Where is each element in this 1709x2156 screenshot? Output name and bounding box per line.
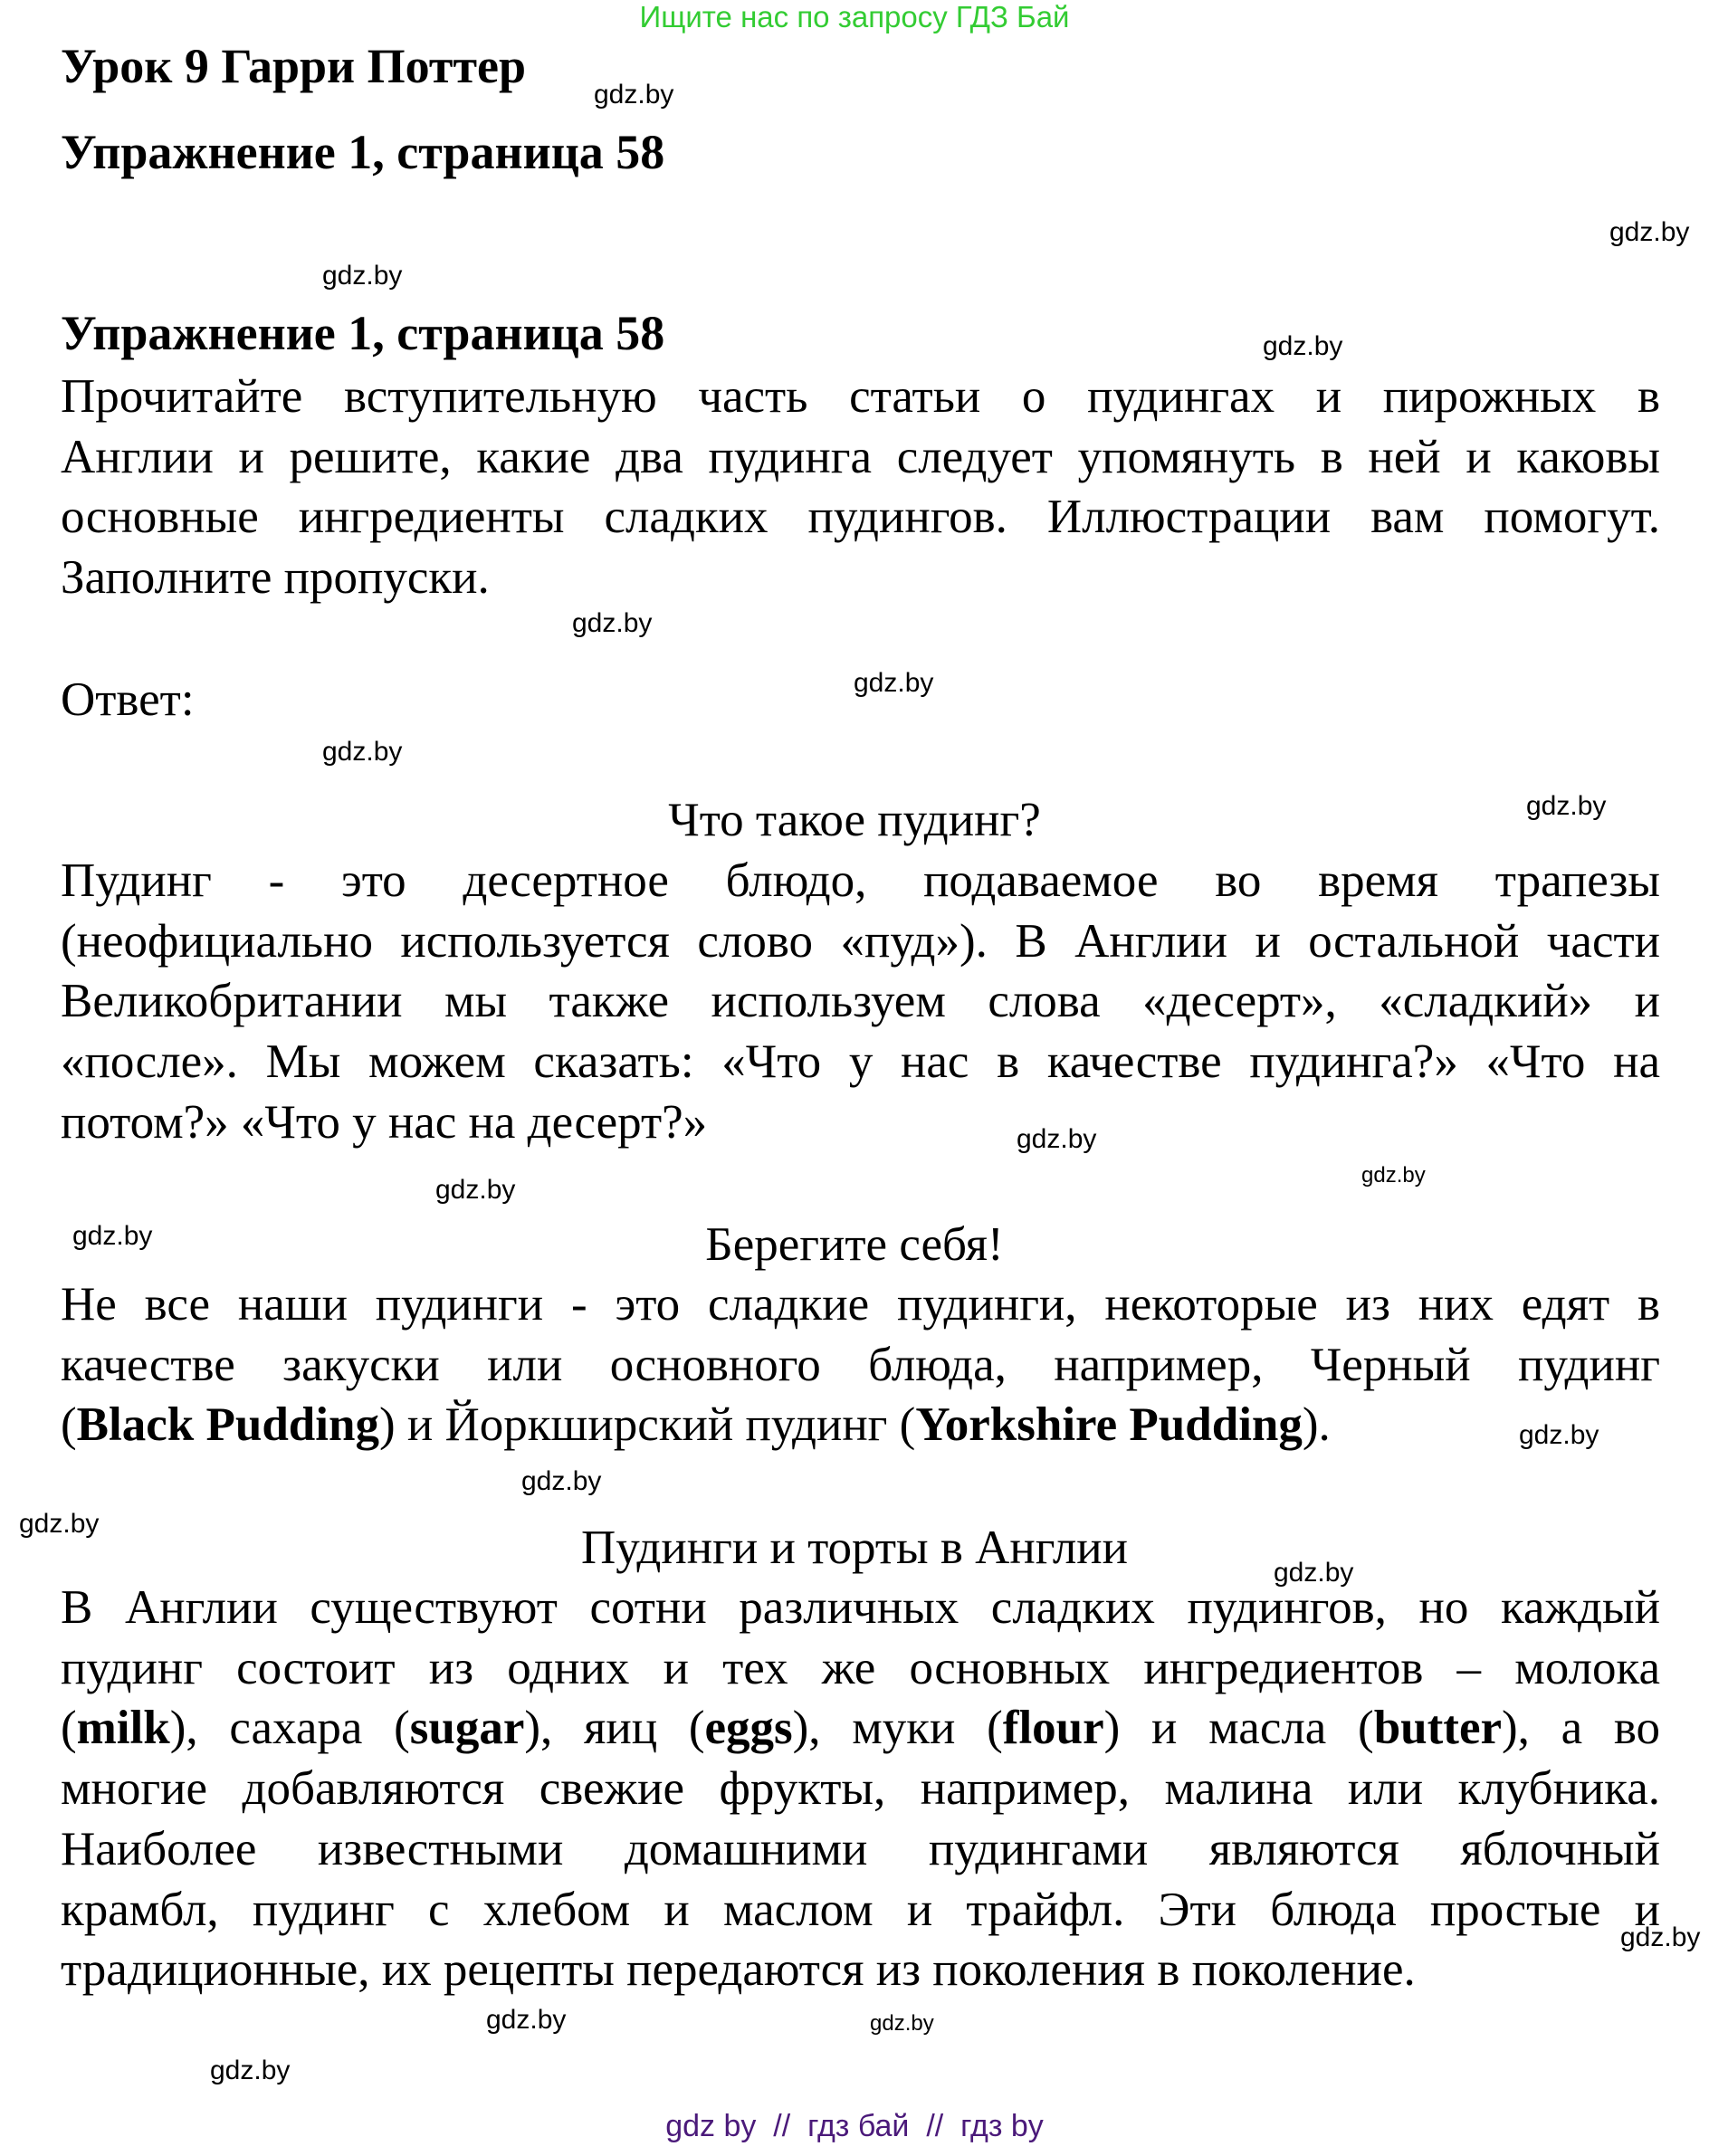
text-line xyxy=(61,1698,1660,1759)
text-segment: ( xyxy=(61,1398,77,1452)
watermark: gdz.by xyxy=(1609,217,1690,247)
watermark: gdz.by xyxy=(594,80,674,110)
answer-label: Ответ: xyxy=(61,673,195,726)
lesson-title: Урок 9 Гарри Поттер xyxy=(61,39,526,93)
text-segment: ( xyxy=(61,1702,77,1755)
watermark: gdz.by xyxy=(1620,1922,1701,1952)
text-line xyxy=(61,1819,1660,1880)
bold-term: milk xyxy=(76,1702,170,1755)
watermark: gdz.by xyxy=(870,2011,934,2036)
text-line xyxy=(61,1274,1660,1335)
text-segment: ) и Йоркширский пудинг ( xyxy=(379,1398,916,1452)
watermark: gdz.by xyxy=(72,1221,153,1251)
exercise-heading: Упражнение 1, страница 58 xyxy=(61,306,665,360)
watermark: gdz.by xyxy=(1519,1420,1599,1450)
text-segment: Заполните пропуски. xyxy=(61,551,490,605)
footer-links: gdz by // гдз бай // гдз by xyxy=(665,2109,1044,2143)
text-segment: ) и масла ( xyxy=(1103,1702,1374,1755)
text-line xyxy=(61,1335,1660,1396)
watermark: gdz.by xyxy=(322,261,403,291)
section-heading: Что такое пудинг? xyxy=(668,794,1041,846)
text-line xyxy=(61,1032,1660,1092)
text-segment: Пудинг - это десертное блюдо, подаваемое во время трапезы xyxy=(61,854,1660,907)
text-line xyxy=(61,487,1660,548)
bold-term: eggs xyxy=(704,1702,793,1755)
text-segment: Наиболее известными домашними пудингами являются яблочный xyxy=(61,1822,1660,1875)
watermark: gdz.by xyxy=(210,2056,291,2085)
watermark: gdz.by xyxy=(1017,1124,1097,1154)
text-segment: «после». Мы можем сказать: «Что у нас в качестве пудинга?» «Что на xyxy=(61,1035,1660,1089)
watermark: gdz.by xyxy=(572,608,653,638)
text-segment: ), сахара ( xyxy=(169,1702,410,1755)
text-line xyxy=(61,367,1660,427)
text-segment: ), а во xyxy=(1502,1702,1661,1755)
text-line xyxy=(61,1940,1660,2000)
text-segment: ), яиц ( xyxy=(524,1702,705,1755)
bold-term: Black Pudding xyxy=(76,1398,379,1452)
section-text xyxy=(61,1274,1660,1455)
search-hint-banner: Ищите нас по запросу ГДЗ Бай xyxy=(639,0,1070,33)
watermark: gdz.by xyxy=(1526,791,1607,821)
bold-term: butter xyxy=(1373,1702,1502,1755)
section-heading: Берегите себя! xyxy=(705,1218,1004,1271)
text-segment: потом?» «Что у нас на десерт?» xyxy=(61,1095,708,1149)
text-segment: пудинг состоит из одних и тех же основных ингредиентов – молока xyxy=(61,1641,1660,1694)
text-line xyxy=(61,1759,1660,1819)
text-line xyxy=(61,971,1660,1032)
text-segment: многие добавляются свежие фрукты, например, малина или клубника. xyxy=(61,1762,1660,1816)
watermark: gdz.by xyxy=(1274,1558,1354,1588)
text-segment: В Англии существуют сотни различных сладких пудингов, но каждый xyxy=(61,1581,1660,1634)
watermark: gdz.by xyxy=(486,2005,567,2035)
text-segment: качестве закуски или основного блюда, например, Черный пудинг xyxy=(61,1338,1660,1391)
text-segment: ), муки ( xyxy=(792,1702,1003,1755)
text-segment: основные ингредиенты сладких пудингов. Иллюстрации вам помогут. xyxy=(61,491,1660,544)
watermark: gdz.by xyxy=(854,668,934,698)
text-segment: Великобритании мы также используем слова «десерт», «сладкий» и xyxy=(61,975,1660,1028)
text-segment: традиционные, их рецепты передаются из поколения в поколение. xyxy=(61,1943,1416,1997)
text-segment: Англии и решите, какие два пудинга следует упомянуть в ней и каковы xyxy=(61,430,1660,483)
watermark: gdz.by xyxy=(521,1466,602,1496)
text-line xyxy=(61,1395,1660,1455)
text-segment: ). xyxy=(1302,1398,1331,1452)
text-line xyxy=(61,1638,1660,1699)
watermark: gdz.by xyxy=(1361,1163,1426,1188)
text-line xyxy=(61,427,1660,488)
bold-term: sugar xyxy=(409,1702,525,1755)
task-text xyxy=(61,367,1660,608)
text-segment: Не все наши пудинги - это сладкие пудинги, некоторые из них едят в xyxy=(61,1278,1660,1331)
text-segment: Прочитайте вступительную часть статьи о пудингах и пирожных в xyxy=(61,370,1660,423)
section-text xyxy=(61,851,1660,1153)
watermark: gdz.by xyxy=(1263,331,1343,361)
text-line xyxy=(61,851,1660,911)
bold-term: flour xyxy=(1002,1702,1104,1755)
section-heading: Пудинги и торты в Англии xyxy=(580,1522,1128,1574)
text-line xyxy=(61,911,1660,972)
text-line xyxy=(61,1880,1660,1941)
bold-term: Yorkshire Pudding xyxy=(915,1398,1303,1452)
text-line xyxy=(61,1578,1660,1638)
exercise-title: Упражнение 1, страница 58 xyxy=(61,125,665,179)
watermark: gdz.by xyxy=(19,1509,100,1539)
text-segment: (неофициально используется слово «пуд»). В Англии и остальной части xyxy=(61,914,1660,968)
text-line xyxy=(61,1092,1660,1153)
section-text xyxy=(61,1578,1660,2000)
watermark: gdz.by xyxy=(322,737,403,767)
watermark: gdz.by xyxy=(435,1175,516,1205)
text-segment: крамбл, пудинг с хлебом и маслом и трайфл. Эти блюда простые и xyxy=(61,1883,1660,1936)
text-line xyxy=(61,548,1660,608)
